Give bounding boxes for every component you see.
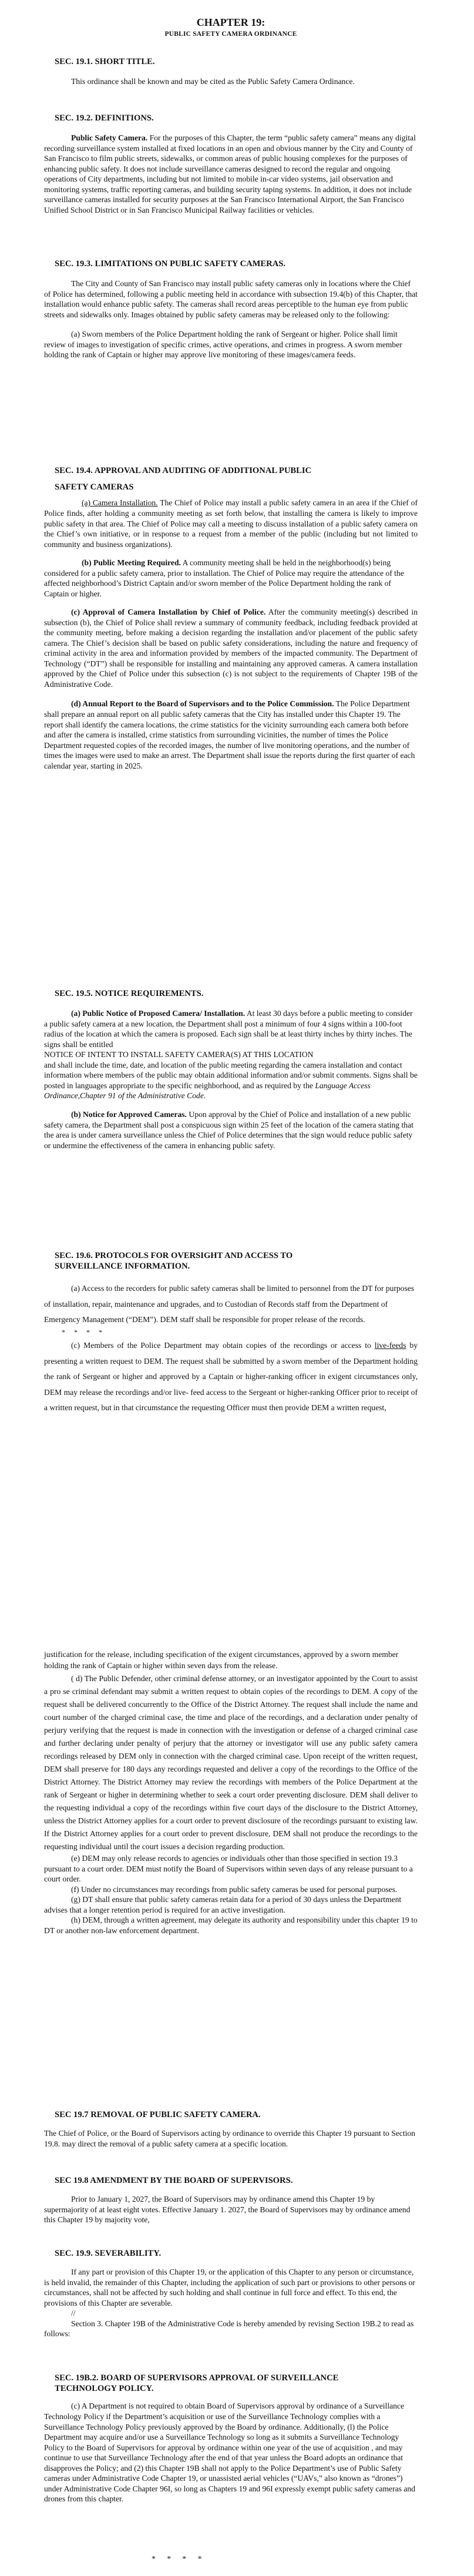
subsection-body: A community meeting shall be held in the neighborhood(s) being considered for a public safety camera, prior to installation. The Chief of Police may require the attendance of the affected neighborhood’s District Captain and/or sworn member of the Police Department holding the rank of Captain or higher. <box>44 558 404 598</box>
chapter-subtitle: PUBLIC SAFETY CAMERA ORDINANCE <box>164 30 297 38</box>
section-heading: SEC 19.7 REMOVAL OF PUBLIC SAFETY CAMERA. <box>55 2110 261 2119</box>
subsection-a <box>44 1008 418 1049</box>
section-19-8 <box>44 2175 418 2225</box>
section-19-7 <box>44 2109 418 2149</box>
definition-paragraph <box>44 133 418 215</box>
subsection-a: (a) Access to the recorders for public safety cameras shall be limited to personnel from the DT for purposes of installation, repair, maintenance and upgrades, and to Custodian of Records staff from the Department of Emergency Management (“DEM”). DEM staff shall be responsible for proper release of the records. <box>44 1284 415 1324</box>
notice-sign-text: NOTICE OF INTENT TO INSTALL SAFETY CAMERA(S) AT THIS LOCATION <box>44 1050 314 1059</box>
subsection-g: (g) DT shall ensure that public safety cameras retain data for a period of 30 days unless the Department advises that a longer retention period is required for an active investigation. <box>44 1895 402 1914</box>
subsection-label: (b) Notice for Approved Cameras. <box>71 1110 187 1119</box>
omission-stars: * * * * <box>62 1327 106 1336</box>
section-19-4 <box>44 463 418 771</box>
definition-term: Public Safety Camera. <box>71 133 148 143</box>
subsection-b <box>44 1109 418 1151</box>
section-19-2 <box>44 113 418 215</box>
section-heading-line1: SEC. 19B.2. BOARD OF SUPERVISORS APPROVAL OF SURVEILLANCE <box>55 2373 339 2383</box>
live-feeds-link[interactable]: live-feeds <box>374 1341 406 1350</box>
subsection-a <box>44 498 418 549</box>
subsection-body: (c) Members of the Police Department may obtain copies of the recordings or access to <box>71 1341 371 1350</box>
section-heading-line2: TECHNOLOGY POLICY. <box>55 2384 154 2394</box>
section-body: The Chief of Police, or the Board of Supervisors acting by ordinance to override this Chapter 19 pursuant to Section 19.8. may direct the removal of a public safety camera at a specific location. <box>44 2129 415 2148</box>
section-heading: SEC. 19.3. LIMITATIONS ON PUBLIC SAFETY CAMERAS. <box>55 259 286 269</box>
section-heading-line1: SEC. 19.4. APPROVAL AND AUDITING OF ADDITIONAL PUBLIC <box>55 466 312 475</box>
subsection-body: and shall include the time, date, and location of the public meeting regarding the camera installation and contact information where members of the public may obtain additional information and/or submit comments. Signs shall be posted in languages appropriate to the specific neighborhood, and as required by the <box>44 1060 418 1090</box>
subsection-h: (h) DEM, through a written agreement, may delegate its authority and responsibility under this chapter 19 to DT or another non-law enforcement department. <box>44 1916 418 1935</box>
subsection-body: At least 30 days before a public meeting to consider a public safety camera at a new location, the Department shall post a minimum of four 4 signs within a 100-foot radius of the location at which the camera is proposed. Each sign shall be at least thirty inches by thirty inches. The signs shall be entitled <box>44 1009 413 1049</box>
subsection-c-cont: justification for the release, including specification of the exigent circumstances, approved by a sworn member holding the rank of Captain or higher within seven days from the release. <box>44 1650 399 1671</box>
subsection-body: The Chief of Police may install a public safety camera in an area if the Chief of Police finds, after holding a community meeting as set forth below, that installing the camera is likely to improve public safety in that area. The Chief of Police may call a meeting to discuss installation of a public safety camera on the Chief’s own initiative, or in response to a request from a member of the public (including but not limited to community and business organizations). <box>44 498 418 549</box>
section-heading <box>44 1250 418 1272</box>
section-19-6-continued <box>44 1649 418 1936</box>
section-19-5 <box>44 988 418 1151</box>
section-heading: SEC 19.8 AMENDMENT BY THE BOARD OF SUPERVISORS. <box>55 2176 293 2185</box>
section-body: If any part or provision of this Chapter 19, or the application of this Chapter to any person or circumstance, is held invalid, the remainder of this Chapter, including the application of such part or provisions to other persons or circumstances, shall not be affected by such holding and shall continue in full force and effect. To this end, the provisions of this Chapter are severable. <box>44 2268 415 2307</box>
subsection-body: by presenting a written request to DEM. The request shall be submitted by a sworn member of the Department holding the rank of Sergeant or higher and approved by a Captain or higher-ranking officer in exigent circumstances only, DEM may release the recordings and/or live- feed access to the Sergeant or higher-ranking Officer prior to receipt of a written request, but in that circumstance the requesting Officer must then provide DEM a written request, <box>44 1341 418 1413</box>
section-body: This ordinance shall be known and may be cited as the Public Safety Camera Ordinance. <box>71 77 355 86</box>
subsection-label: (c) Approval of Camera Installation by Chief of Police. <box>71 608 266 617</box>
subsection-label: (a) Camera Installation. <box>82 498 158 508</box>
definition-body: For the purposes of this Chapter, the term “public safety camera” means any digital recording surveillance system installed at fixed locations in an open and obvious manner by the City and County of San Francisco to film public streets, sidewalks, or common areas of public housing complexes for the purposes of enhancing public safety. It does not include surveillance cameras designed to record the regular and ongoing operations of City departments, including but not limited to mobile in-car video systems, jail observation and monitoring systems, traffic reporting cameras, and building security taping systems. In addition, it does not include surveillance cameras installed for security purposes at the San Francisco International Airport, the San Francisco Unified School District or in San Francisco Municipal Railway facilities or vehicles. <box>44 133 416 214</box>
subsection-f: (f) Under no circumstances may recordings from public safety cameras be used for personal purposes. <box>71 1884 398 1894</box>
subsection-c <box>44 607 418 689</box>
subsection-body-cont <box>44 1060 418 1101</box>
section-heading: SEC. 19.1. SHORT TITLE. <box>55 57 155 66</box>
subsection-label: (b) Public Meeting Required. <box>82 558 181 568</box>
subsection-d: ( d) The Public Defender, other criminal defense attorney, or an investigator appointed by the Court to assist a pro se criminal defendant may submit a written request to obtain copies of the recordings to DEM. A copy of the request shall be delivered concurrently to the Office of the District Attorney. The request shall include the name and court number of the charged criminal case, the time and place of the recordings, and a declaration under penalty of perjury verifying that the request is made in connection with the investigation or defense of a charged criminal case and further declaring under penalty of perjury that the attorney or investigator will use any public safety camera recordings released by DEM only in connection with the charged criminal case. Upon receipt of the written request, DEM shall preserve for 180 days any recordings requested and deliver a copy of the recordings to the Office of the District Attorney. The District Attorney may review the recordings with members of the Police Department at the rank of Sergeant or higher in determining whether to seek a court order preventing disclosure. DEM shall deliver to the requesting individual a copy of the recordings within five court days of the disclosure to the District Attorney, unless the District Attorney applies for a court order to prevent disclosure of the recordings pursuant to existing law. If the District Attorney applies for a court order to prevent disclosure, DEM shall not produce the recordings to the requesting individual until the court issues a decision regarding production. <box>44 1674 418 1852</box>
section-heading <box>44 463 418 495</box>
section-heading: SEC. 19.2. DEFINITIONS. <box>55 113 154 123</box>
section-heading-line2: SURVEILLANCE INFORMATION. <box>55 1262 190 1272</box>
section-heading-line2: SAFETY CAMERAS <box>55 482 134 492</box>
chapter-title: CHAPTER 19: <box>196 16 265 28</box>
section-3-body: Section 3. Chapter 19B of the Administrative Code is hereby amended by revising Section 19B.2 to read as follows: <box>44 2319 414 2339</box>
subsection-label: (a) Public Notice of Proposed Camera/ Installation. <box>71 1009 246 1018</box>
subsection-b <box>44 558 418 599</box>
section-body: Prior to January 1, 2027, the Board of Supervisors may by ordinance amend this Chapter 19 by supermajority of at least eight votes. Effective January 1. 2027, the Board of Supervisors may by ordinance amend this Chapter 19 by majority vote, <box>44 2195 411 2225</box>
language-access-reference: Language Access Ordinance,Chapter 91 of the Administrative Code. <box>44 1081 371 1101</box>
subsection-body: The Police Department shall prepare an annual report on all public safety cameras that the City has installed under this Chapter 19. The report shall identify the camera locations, the crime statistics for the vicinity surrounding each camera both before and after the camera is installed, crime statistics from surrounding vicinities, the number of times the Police Department requested copies of the recorded images, the number of live monitoring operations, and the number of times the images were used to make an arrest. The Department shall issue the reports during the first quarter of each calendar year, starting in 2025. <box>44 699 415 770</box>
section-heading-line1: SEC. 19.6. PROTOCOLS FOR OVERSIGHT AND ACCESS TO <box>55 1251 293 1260</box>
section-19-9 <box>44 2248 418 2339</box>
subsection-e: (e) DEM may only release records to agencies or individuals other than those specified in section 19.3 pursuant to a court order. DEM must notify the Board of Supervisors within seven days of any release pursuant to a court order. <box>44 1854 413 1884</box>
end-omission-stars: * * * * <box>152 2554 207 2563</box>
section-19-6 <box>44 1250 418 1416</box>
subsection-c: (c) A Department is not required to obtain Board of Supervisors approval by ordinance of a Surveillance Technology Policy if the Department’s acquisition or use of the Surveillance Technology complies with a Surveillance Technology Policy previously approved by the Board by ordinance. Additionally, (l) the Police Department may acquire and/or use a Surveillance Technology so long as it submits a Surveillance Technology Policy to the Board of Supervisors for approval by ordinance within one year of the use of acquisition , and may continue to use that Surveillance Technology after the end of that year unless the Board adopts an ordinance that disapproves the Policy; and (2) this Chapter 19B shall not apply to the Police Department’s use of Public Safety cameras under Administrative Code Chapter 19, or unassisted aerial vehicles (“UAVs,” also known as “drones”) under Administrative Code Chapter 96I, so long as Chapters 19 and 96I expressly exempt public safety cameras and drones from this chapter. <box>44 2401 415 2504</box>
section-separator: // <box>71 2309 76 2318</box>
section-heading: SEC. 19.9. SEVERABILITY. <box>55 2249 162 2258</box>
section-body: The City and County of San Francisco may install public safety cameras only in locations where the Chief of Police has determined, following a public meeting held in accordance with subsection 19.4(b) of this Chapter, that installation would enhance public safety. The cameras shall record areas perceptible to the human eye from public streets and sidewalks only. Images obtained by public safety cameras may be released only to the following: <box>44 279 418 319</box>
section-19b-2 <box>44 2373 418 2504</box>
subsection-c <box>44 1338 418 1416</box>
list-item-a: (a) Sworn members of the Police Department holding the rank of Sergeant or higher. Police shall limit review of images to investigation of specific crimes, active operations, and crimes in progress. A sworn member holding the rank of Captain or higher may approve live monitoring of these images/camera feeds. <box>44 330 402 360</box>
section-heading: SEC. 19.5. NOTICE REQUIREMENTS. <box>55 989 204 998</box>
subsection-body: After the community meeting(s) described in subsection (b), the Chief of Police shall review a summary of community feedback, including feedback provided at the community meeting, before making a decision regarding the installation and/or placement of the public safety camera. The Chief’s decision shall be based on public safety considerations, including the nature and frequency of criminal activity in the area and information provided by members of the impacted community. The Department of Technology (“DT”) shall be responsible for installing and maintaining any approved cameras. A camera installation approved by the Chief of Police under this subsection (c) is not subject to the requirements of Chapter 19B of the Administrative Code. <box>44 608 418 689</box>
subsection-label: (d) Annual Report to the Board of Supervisors and to the Police Commission. <box>71 699 334 709</box>
section-heading <box>44 2373 418 2394</box>
subsection-d <box>44 699 418 771</box>
section-19-1 <box>44 56 418 87</box>
subsection-body: Upon approval by the Chief of Police and installation of a new public safety camera, the Department shall post a conspicuous sign within 25 feet of the location of the camera stating that the area is under camera surveillance unless the Chief of Police determines that the sign would reduce public safety or undermine the effectiveness of the camera in enhancing public safety. <box>44 1110 414 1150</box>
section-19-3 <box>44 259 418 360</box>
